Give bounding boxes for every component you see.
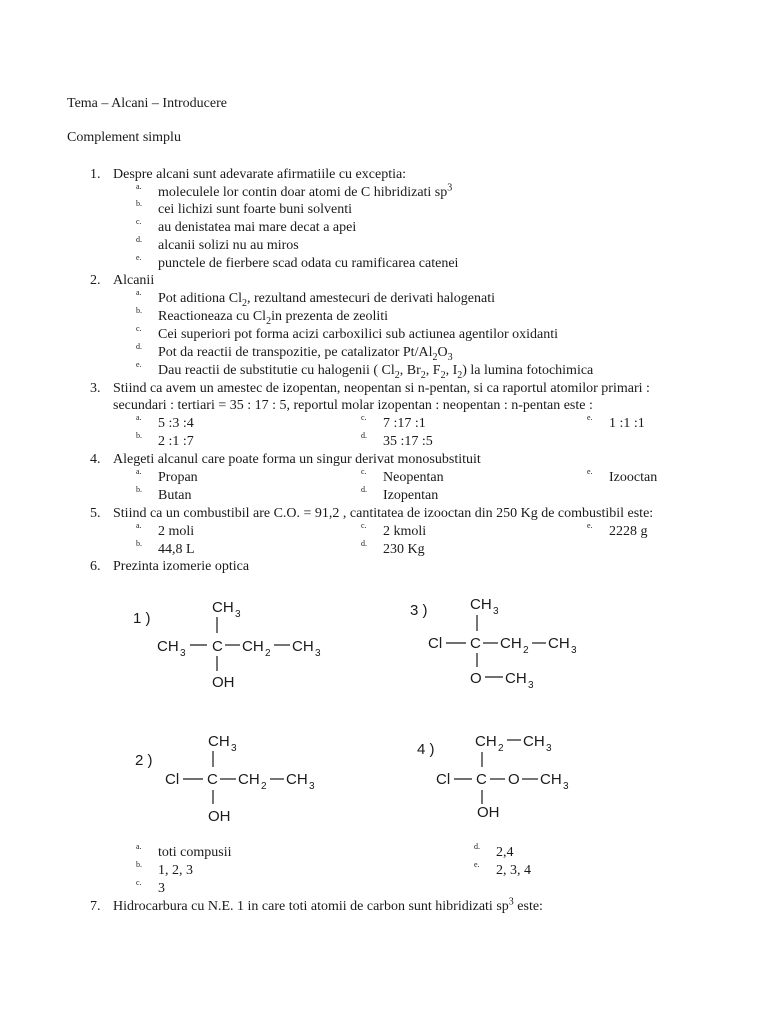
option-text: Propan (158, 470, 198, 485)
question-number: 4. (90, 452, 101, 467)
option-letter: a. (136, 288, 142, 297)
structures-figure (0, 585, 768, 855)
subscript: 3 (180, 648, 186, 659)
option-text: moleculele lor contin doar atomi de C hibridizati $sp^3$ (158, 182, 453, 200)
option-text: cei lichizi sunt foarte buni solventi (158, 202, 353, 217)
atom-label: CH (500, 635, 522, 652)
atom-label: CH (470, 596, 492, 613)
atom-label: CH (523, 733, 545, 750)
option-letter: b. (136, 539, 142, 548)
option-text: Cei superiori pot forma acizi carboxilici sub actiunea agentilor oxidanti (158, 327, 559, 342)
document-title: Tema – Alcani – Introducere (67, 96, 227, 111)
option-letter: a. (136, 521, 142, 530)
subscript: 3 (546, 743, 552, 754)
option-text: Neopentan (383, 470, 444, 485)
atom-label: C (470, 635, 481, 652)
option-text: 2 kmoli (383, 524, 427, 539)
structure-label: 3 ) (410, 602, 428, 619)
option-text: 1, 2, 3 (158, 863, 193, 878)
option-text: au denistatea mai mare decat a apei (158, 220, 357, 235)
option-text: Dau reactii de substitutie cu halogenii ( $Cl_2$, $Br_2$, $F_2$, $I_2$) la lumina fotochimica (158, 363, 594, 381)
option-text: Izopentan (383, 488, 439, 503)
atom-label: CH (212, 599, 234, 616)
subscript: 3 (309, 781, 315, 792)
atom-label: Cl (165, 771, 180, 788)
option-letter: d. (474, 842, 480, 851)
structure-1 (133, 599, 321, 691)
option-text: 2 moli (158, 524, 195, 539)
question-text: Alcanii (113, 273, 155, 288)
question-number: 3. (90, 381, 101, 396)
option-text: 230 Kg (383, 542, 425, 557)
atom-label: O (470, 670, 482, 687)
atom-label: C (207, 771, 218, 788)
atom-label: Cl (436, 771, 451, 788)
option-letter: e. (587, 413, 593, 422)
option-text: 1 :1 :1 (609, 416, 645, 431)
option-letter: b. (136, 431, 142, 440)
option-text: 5 :3 :4 (158, 416, 194, 431)
option-text: alcanii solizi nu au miros (158, 238, 299, 253)
subscript: 3 (315, 648, 321, 659)
structure-label: 2 ) (135, 752, 153, 769)
atom-label: CH (540, 771, 562, 788)
option-letter: c. (136, 878, 142, 887)
subscript: 3 (493, 606, 499, 617)
option-letter: c. (361, 467, 367, 476)
option-letter: a. (136, 842, 142, 851)
option-text: Pot da reactii de transpozitie, pe catalizator $Pt/Al_2O_3$ (158, 345, 453, 363)
option-text: punctele de fierbere scad odata cu ramificarea catenei (158, 256, 459, 271)
question-number: 7. (90, 899, 101, 914)
structure-label: 4 ) (417, 741, 435, 758)
question-number: 5. (90, 506, 101, 521)
option-letter: d. (136, 235, 142, 244)
option-letter: e. (474, 860, 480, 869)
atom-label: CH (242, 638, 264, 655)
question-number: 1. (90, 167, 101, 182)
option-text: 44,8 L (158, 542, 195, 557)
option-letter: d. (361, 539, 367, 548)
structure-2 (135, 733, 315, 825)
option-letter: c. (136, 217, 142, 226)
structure-label: 1 ) (133, 610, 151, 627)
section-title: Complement simplu (67, 130, 181, 145)
subscript: 3 (235, 609, 241, 620)
option-letter: b. (136, 485, 142, 494)
option-letter: e. (136, 360, 142, 369)
option-text: 7 :17 :1 (383, 416, 426, 431)
atom-label: OH (208, 808, 231, 825)
structure-4 (417, 733, 569, 821)
option-letter: a. (136, 467, 142, 476)
option-letter: b. (136, 199, 142, 208)
structure-3 (410, 596, 577, 691)
option-letter: a. (136, 182, 142, 191)
option-letter: e. (587, 467, 593, 476)
question-text: Despre alcani sunt adevarate afirmatiile cu exceptia: (113, 167, 407, 182)
subscript: 3 (563, 781, 569, 792)
atom-label: CH (548, 635, 570, 652)
atom-label: OH (212, 674, 235, 691)
question-text: Hidrocarbura cu N.E. 1 in care toti atomii de carbon sunt hibridizati $sp^3$ este: (113, 896, 543, 914)
option-letter: d. (361, 485, 367, 494)
option-text: toti compusii (158, 845, 232, 860)
atom-label: CH (208, 733, 230, 750)
question-text: Stiind ca avem un amestec de izopentan, neopentan si n-pentan, si ca raportul atomilor primari : (113, 381, 650, 396)
option-text: 3 (158, 881, 165, 896)
option-text: Butan (158, 488, 192, 503)
subscript: 2 (523, 645, 529, 656)
question-number: 2. (90, 273, 101, 288)
atom-label: CH (286, 771, 308, 788)
option-text: 2228 g (609, 524, 648, 539)
question-text: secundari : tertiari = 35 : 17 : 5, reportul molar izopentan : neopentan : n-pentan este : (113, 398, 593, 413)
option-text: 2 :1 :7 (158, 434, 194, 449)
option-text: 2, 3, 4 (496, 863, 531, 878)
subscript: 2 (261, 781, 267, 792)
subscript: 2 (265, 648, 271, 659)
option-letter: d. (361, 431, 367, 440)
atom-label: CH (505, 670, 527, 687)
option-letter: e. (587, 521, 593, 530)
atom-label: C (212, 638, 223, 655)
atom-label: Cl (428, 635, 443, 652)
question-number: 6. (90, 559, 101, 574)
option-text: Pot aditiona $Cl_2$, rezultand amestecuri de derivati halogenati (158, 291, 496, 309)
atom-label: O (508, 771, 520, 788)
atom-label: C (476, 771, 487, 788)
atom-label: CH (238, 771, 260, 788)
option-letter: e. (136, 253, 142, 262)
subscript: 3 (571, 645, 577, 656)
subscript: 3 (528, 680, 534, 691)
question-text: Prezinta izomerie optica (113, 559, 250, 574)
option-text: 2,4 (496, 845, 514, 860)
subscript: 3 (231, 743, 237, 754)
atom-label: CH (292, 638, 314, 655)
option-letter: b. (136, 306, 142, 315)
question-text: Stiind ca un combustibil are C.O. = 91,2 , cantitatea de izooctan din 250 Kg de combustibil este: (113, 506, 654, 521)
atom-label: CH (475, 733, 497, 750)
option-letter: a. (136, 413, 142, 422)
option-letter: c. (136, 324, 142, 333)
question-text: Alegeti alcanul care poate forma un singur derivat monosubstituit (113, 452, 481, 467)
option-letter: c. (361, 521, 367, 530)
option-letter: c. (361, 413, 367, 422)
option-text: 35 :17 :5 (383, 434, 433, 449)
atom-label: OH (477, 804, 500, 821)
option-letter: d. (136, 342, 142, 351)
option-letter: b. (136, 860, 142, 869)
option-text: Reactioneaza cu $Cl_2in$ prezenta de zeoliti (158, 309, 389, 327)
atom-label: CH (157, 638, 179, 655)
subscript: 2 (498, 743, 504, 754)
option-text: Izooctan (609, 470, 658, 485)
